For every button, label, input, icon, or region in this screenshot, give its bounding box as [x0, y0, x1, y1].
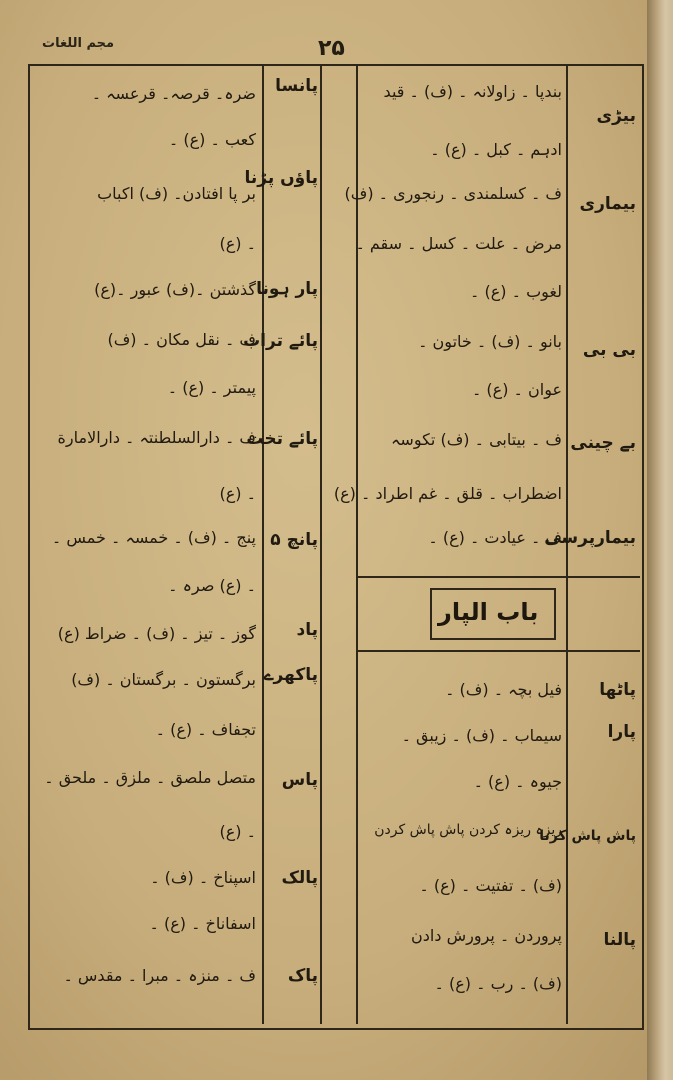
section-rule-bottom	[356, 650, 640, 652]
headword: پاکھرے	[263, 665, 318, 685]
definition-line: ۔ (ع)	[219, 484, 256, 503]
headword: بیمارپرسی	[544, 528, 636, 548]
definition-line: پنج ۔ (ف) ۔ خمسہ ۔ خمس ۔	[51, 528, 256, 547]
headword: پاؤں پڑنا	[244, 168, 318, 188]
headword: پاش پاش کرنا	[539, 828, 636, 844]
definition-line: ادہم ۔ کبل ۔ (ع) ۔	[430, 140, 562, 159]
definition-line: ۔ (ع) صرہ ۔	[168, 576, 256, 595]
definition-line: ۔ (ع)	[219, 234, 256, 253]
definition-line: تجفاف ۔ (ع) ۔	[155, 720, 256, 739]
definition-line: پیمتر ۔ (ع) ۔	[167, 378, 256, 397]
definition-line: اسپناخ ۔ (ف) ۔	[150, 868, 256, 887]
definition-line: (ف) ۔ تفتیت ۔ (ع) ۔	[419, 876, 562, 895]
center-divider-b	[356, 66, 358, 1024]
headword: پالک	[281, 868, 318, 888]
definition-line: ف ۔ کسلمندی ۔ رنجوری ۔ (ف)	[344, 184, 562, 203]
headword: پالنا	[603, 930, 636, 950]
definition-line: گذشتن ۔(ف) عبور ۔(ع)	[94, 280, 256, 299]
definition-line: ف ۔ بیتابی ۔ (ف) تکوسہ	[391, 430, 562, 449]
headword: پائے تخت	[246, 429, 318, 449]
headword: بے چینی	[570, 433, 636, 453]
definition-line: ف ۔ عیادت ۔ (ع) ۔	[428, 528, 562, 547]
definition-line: ریزہ ریزہ کردن پاش پاش کردن	[374, 822, 562, 838]
definition-line: برگستون ۔ برگستان ۔ (ف)	[71, 670, 256, 689]
definition-line: عوان ۔ (ع) ۔	[471, 380, 562, 399]
definition-line: ف ۔ نقل مکان ۔ (ف)	[107, 330, 256, 349]
definition-line: لغوب ۔ (ع) ۔	[470, 282, 562, 301]
definition-line: مرض ۔ علت ۔ کسل ۔ سقم ۔	[355, 234, 562, 253]
center-divider-a	[320, 66, 322, 1024]
definition-line: سیماب ۔ (ف) ۔ زیبق ۔	[401, 726, 562, 745]
left-head-divider	[262, 66, 264, 1024]
definition-line: گوز ۔ تیز ۔ (ف) ۔ ضراط (ع)	[57, 624, 256, 643]
definition-line: کعب ۔ (ع) ۔	[168, 130, 256, 149]
definition-line: جیوہ ۔ (ع) ۔	[473, 772, 562, 791]
definition-line: بانو ۔ (ف) ۔ خاتون ۔	[418, 332, 562, 351]
definition-line: متصل ملصق ۔ ملزق ۔ ملحق ۔	[44, 768, 256, 787]
definition-line: ف ۔ دارالسلطنتہ ۔ دارالامارة	[57, 428, 256, 447]
definition-line: بندپا ۔ زاولانہ ۔ (ف) ۔ قید	[383, 82, 562, 101]
definition-line: ضرہ۔ قرصہ۔ قرعسہ ۔	[91, 84, 256, 103]
definition-line: اسفاناخ ۔ (ع) ۔	[149, 914, 256, 933]
headword: پارا	[607, 722, 636, 742]
headword: پار ہونا	[256, 279, 318, 299]
headword: پاد	[296, 620, 318, 640]
headword: پاس	[281, 770, 318, 790]
headword: پاٹھا	[599, 680, 636, 700]
definition-line: (ف) ۔ رب ۔ (ع) ۔	[434, 974, 562, 993]
definition-line: ف ۔ منزہ ۔ مبرا ۔ مقدس ۔	[63, 966, 256, 985]
section-rule-top	[356, 576, 640, 578]
book-spine	[647, 0, 673, 1080]
running-header: مجم اللغات	[42, 36, 115, 51]
headword: بیماری	[579, 194, 636, 214]
headword: بیڑی	[596, 106, 636, 126]
headword: پانچ ۵	[270, 530, 318, 550]
definition-line: بر پا افتادن۔ (ف) اکباب	[97, 184, 256, 203]
headword: بی بی	[582, 340, 636, 360]
page-number: ۲۵	[318, 36, 345, 61]
headword: پائے تراب	[243, 331, 318, 351]
section-title: باب الپار	[438, 598, 539, 626]
definition-line: پروردن ۔ پرورش دادن	[411, 926, 562, 945]
definition-line: فیل بچہ ۔ (ف) ۔	[445, 680, 562, 699]
headword: پاک	[287, 966, 318, 986]
headword: پانسا	[275, 76, 318, 96]
definition-line: اضطراب ۔ قلق ۔ غم اطراد ۔ (ع)	[333, 484, 562, 503]
definition-line: ۔ (ع)	[219, 822, 256, 841]
